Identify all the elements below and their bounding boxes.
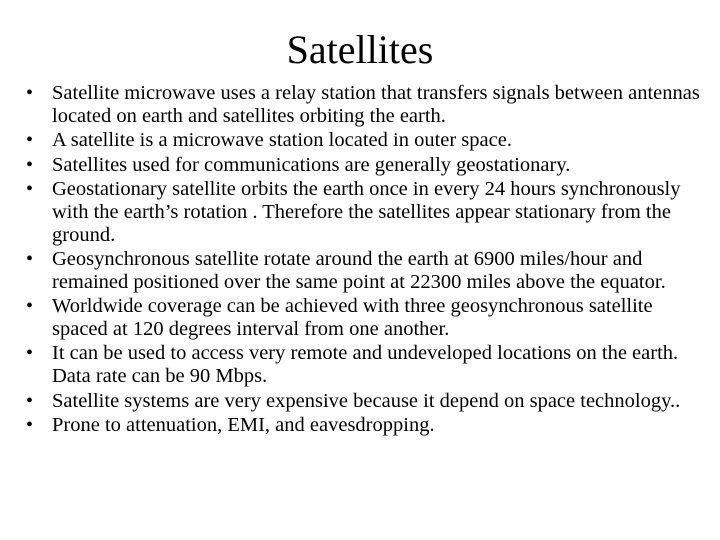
bullet-marker: • <box>26 342 34 365</box>
bullet-marker: • <box>26 389 34 412</box>
bullet-item <box>26 248 706 294</box>
bullet-item <box>26 129 706 152</box>
bullet-item <box>26 82 706 128</box>
bullet-item <box>26 178 706 246</box>
bullet-item <box>26 414 706 437</box>
bullet-marker: • <box>26 82 34 104</box>
slide-title: Satellites <box>286 27 434 72</box>
bullet-marker: • <box>26 247 34 270</box>
bullet-marker: • <box>26 129 34 152</box>
bullet-text: Satellite microwave uses a relay station that transfers signals between antennas located on earth and satellites orbiting the earth. <box>52 82 700 127</box>
bullet-marker: • <box>26 177 34 200</box>
bullet-text: Geosynchronous satellite rotate around the earth at 6900 miles/hour and remained positioned over the same point at 22300 miles above the equator. <box>52 247 666 293</box>
bullet-text: Prone to attenuation, EMI, and eavesdropping. <box>52 413 435 436</box>
bullet-item <box>26 154 706 177</box>
bullet-marker: • <box>26 295 34 318</box>
bullet-text: Satellite systems are very expensive because it depend on space technology.. <box>52 389 681 412</box>
bullet-text: Geostationary satellite orbits the earth once in every 24 hours synchronously with the earth’s rotation . Therefore the satellites appear stationary from the ground. <box>52 177 681 246</box>
bullet-item <box>26 390 706 413</box>
bullet-list <box>26 82 706 438</box>
bullet-item <box>26 342 706 388</box>
bullet-text: A satellite is a microwave station located in outer space. <box>52 129 512 152</box>
bullet-text: It can be used to access very remote and undeveloped locations on the earth. Data rate can be 90 Mbps. <box>52 342 679 388</box>
bullet-item <box>26 295 706 341</box>
bullet-text: Worldwide coverage can be achieved with three geosynchronous satellite spaced at 120 degrees interval from one another. <box>52 295 653 340</box>
bullet-text: Satellites used for communications are generally geostationary. <box>52 153 571 176</box>
bullet-marker: • <box>26 413 34 436</box>
bullet-marker: • <box>26 153 34 176</box>
